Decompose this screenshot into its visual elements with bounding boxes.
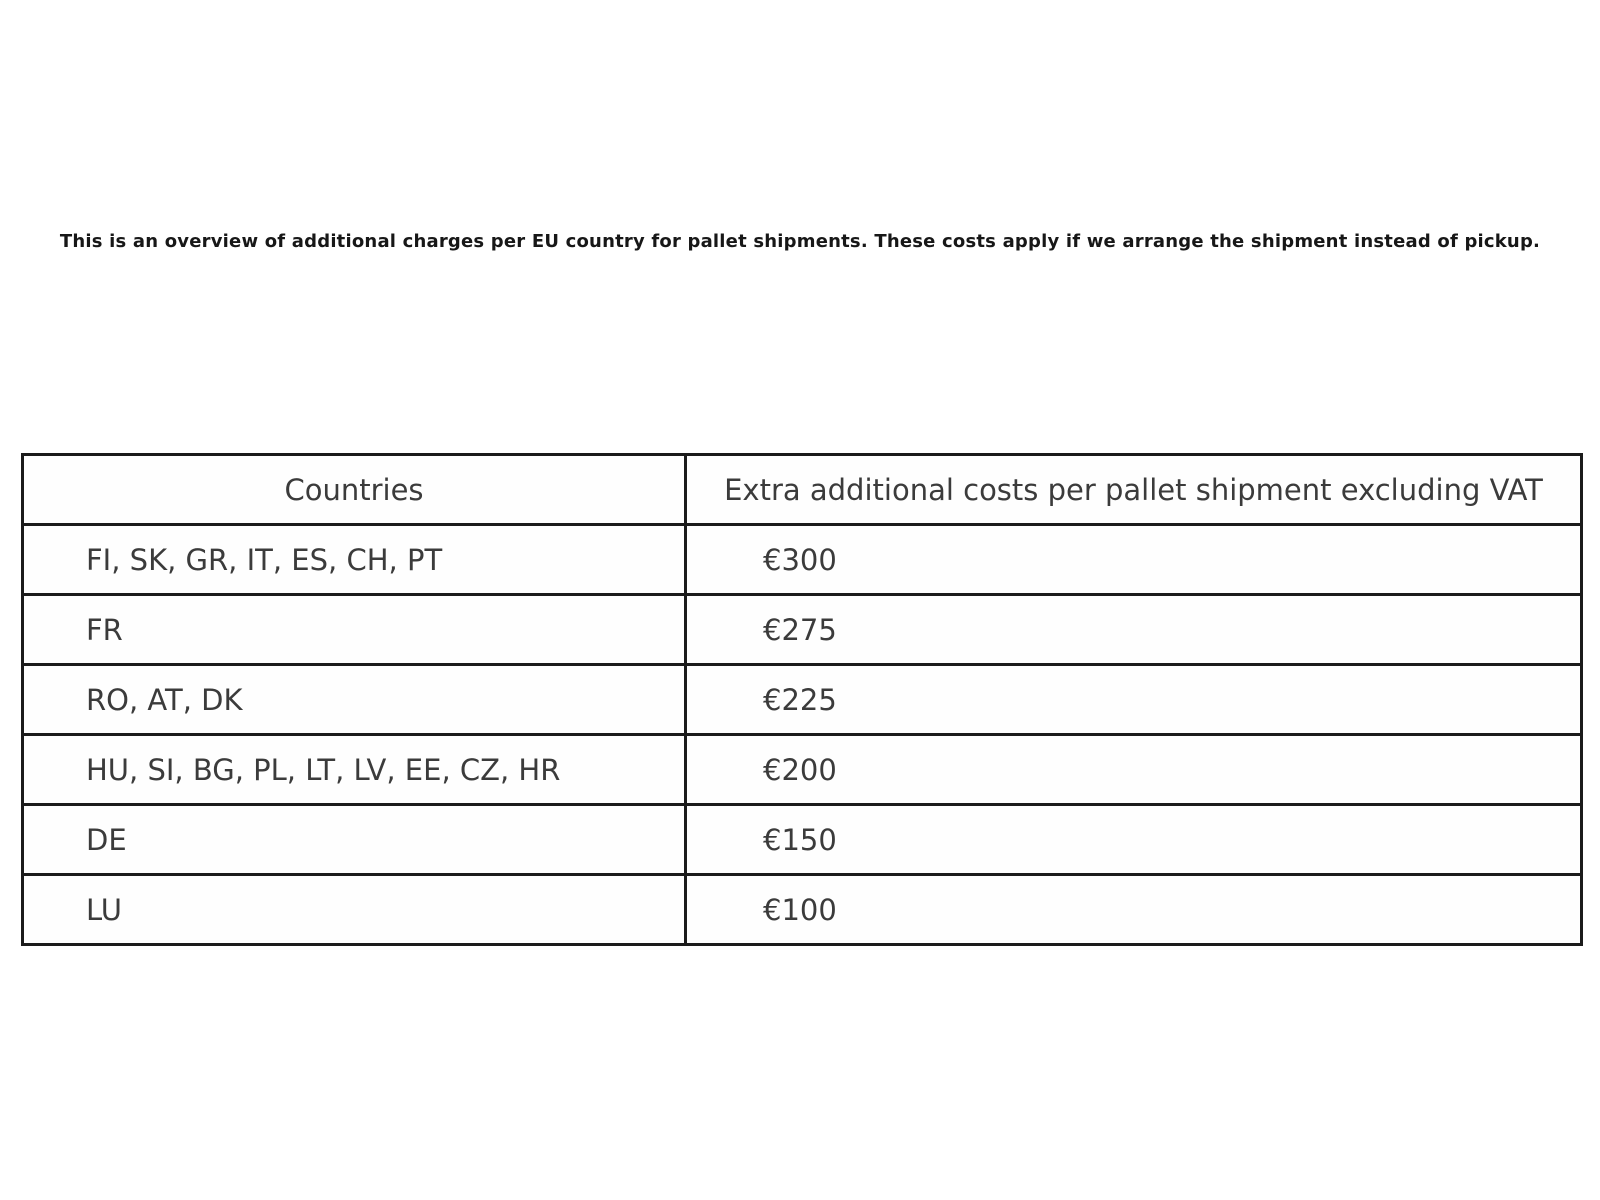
table-row [23, 665, 1582, 735]
cost-cell: €225 [686, 665, 1582, 735]
countries-column-header: Countries [23, 455, 686, 525]
cost-cell: €200 [686, 735, 1582, 805]
intro-text: This is an overview of additional charges per EU country for pallet shipments. These costs apply if we arrange the shipment instead of pickup. [59, 231, 1541, 252]
table-row [23, 805, 1582, 875]
charges-table [21, 453, 1583, 946]
countries-cell: RO, AT, DK [23, 665, 686, 735]
cost-cell: €100 [686, 875, 1582, 945]
costs-column-header: Extra additional costs per pallet shipment excluding VAT [686, 455, 1582, 525]
cost-cell: €150 [686, 805, 1582, 875]
table-row [23, 875, 1582, 945]
countries-cell: DE [23, 805, 686, 875]
countries-cell: FR [23, 595, 686, 665]
cost-cell: €300 [686, 525, 1582, 595]
countries-cell: FI, SK, GR, IT, ES, CH, PT [23, 525, 686, 595]
countries-cell: LU [23, 875, 686, 945]
cost-cell: €275 [686, 595, 1582, 665]
countries-cell: HU, SI, BG, PL, LT, LV, EE, CZ, HR [23, 735, 686, 805]
table-row [23, 595, 1582, 665]
table-row [23, 525, 1582, 595]
header-row [23, 455, 1582, 525]
table-row [23, 735, 1582, 805]
